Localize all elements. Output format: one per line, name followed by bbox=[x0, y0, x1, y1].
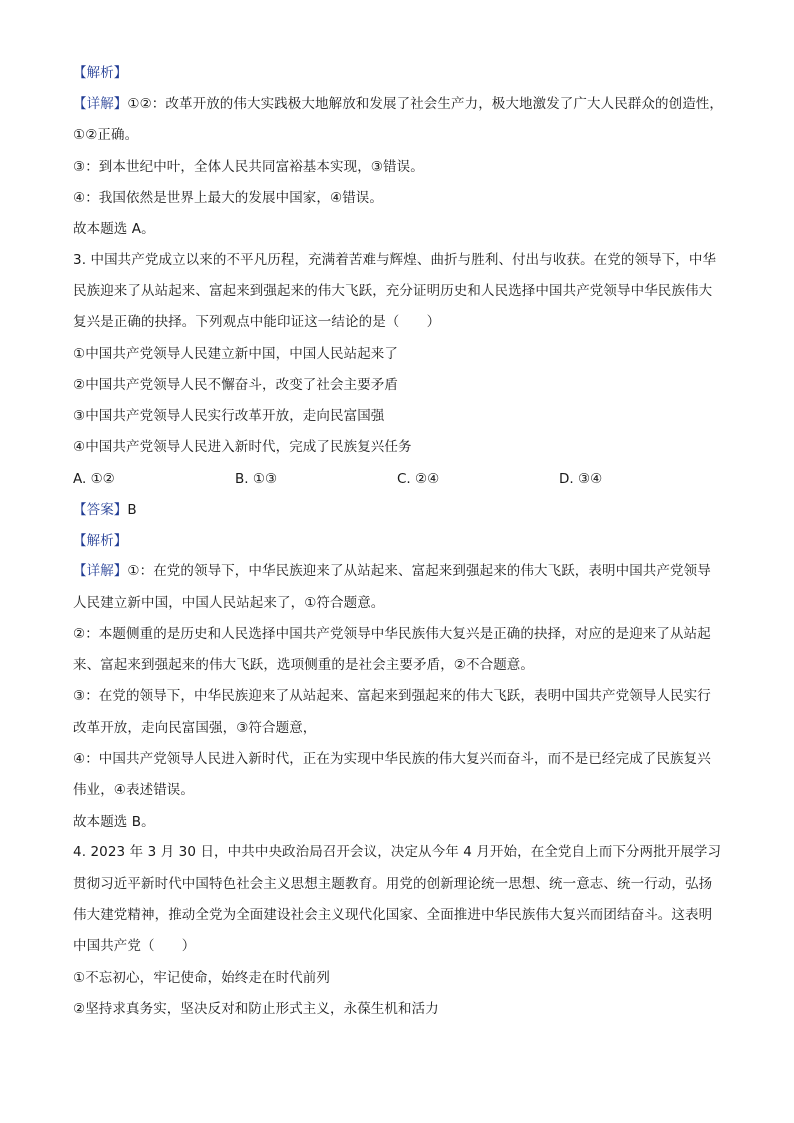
q4-item-2: ②坚持求真务实，坚决反对和防止形式主义，永葆生机和活力 bbox=[73, 1000, 439, 1017]
q4-item-1: ①不忘初心，牢记使命，始终走在时代前列 bbox=[73, 969, 331, 986]
analysis-tag: 【解析】 bbox=[73, 65, 128, 81]
detail-tag: 【详解】 bbox=[73, 95, 128, 112]
q3-options bbox=[73, 469, 724, 489]
analysis-tag: 【解析】 bbox=[73, 532, 128, 549]
q3-conclusion: 故本题选 B。 bbox=[73, 813, 155, 830]
q2-conclusion: 故本题选 A。 bbox=[73, 220, 155, 237]
q3-option-c: C. ②④ bbox=[397, 470, 440, 487]
detail-tag: 【详解】 bbox=[73, 563, 128, 580]
q3-answer-value: B bbox=[127, 501, 137, 518]
q3-detail-3: ③：在党的领导下，中华民族迎来了从站起来、富起来到强起来的伟大飞跃，表明中国共产党领导人民实行改革开放，走向民富国强，③符合题意， bbox=[73, 688, 711, 736]
q3-stem: 3. 中国共产党成立以来的不平凡历程，充满着苦难与辉煌、曲折与胜利、付出与收获。在党的领导下，中华民族迎来了从站起来、富起来到强起来的伟大飞跃，充分证明历史和人民选择中国共产党领导中华民族伟大复兴是正确的抉择。下列观点中能印证这一结论的是（ ） bbox=[73, 251, 717, 330]
q2-detail-1-text: ①②：改革开放的伟大实践极大地解放和发展了社会生产力，极大地激发了广大人民群众的创造性，①②正确。 bbox=[73, 95, 724, 143]
q3-item-2: ②中国共产党领导人民不懈奋斗，改变了社会主要矛盾 bbox=[73, 376, 399, 393]
q3-item-1: ①中国共产党领导人民建立新中国，中国人民站起来了 bbox=[73, 345, 399, 362]
q3-detail-4: ④：中国共产党领导人民进入新时代，正在为实现中华民族的伟大复兴而奋斗，而不是已经完成了民族复兴伟业，④表述错误。 bbox=[73, 750, 711, 798]
q2-detail-1 bbox=[73, 89, 724, 151]
q4-stem: 4. 2023 年 3 月 30 日，中共中央政治局召开会议，决定从今年 4 月开始，在全党自上而下分两批开展学习贯彻习近平新时代中国特色社会主义思想主题教育。用党的创新理论统一思想、统一意志、统一行动，弘扬伟大建党精神，推动全党为全面建设社会主义现代化国家、全面推进中华民族伟大复兴而团结奋斗。这表明中国共产党（ ） bbox=[73, 844, 722, 954]
q2-detail-3: ③：到本世纪中叶，全体人民共同富裕基本实现，③错误。 bbox=[73, 158, 424, 175]
q2-analysis-heading bbox=[73, 63, 724, 83]
q3-detail-1-text: ①：在党的领导下，中华民族迎来了从站起来、富起来到强起来的伟大飞跃，表明中国共产党领导人民建立新中国，中国人民站起来了，①符合题意。 bbox=[73, 563, 711, 611]
q3-option-d: D. ③④ bbox=[559, 470, 603, 487]
q3-answer bbox=[73, 500, 724, 520]
answer-tag: 【答案】 bbox=[73, 501, 128, 518]
q3-option-b: B. ①③ bbox=[235, 470, 278, 487]
q3-detail-2: ②：本题侧重的是历史和人民选择中国共产党领导中华民族伟大复兴是正确的抉择，对应的是迎来了从站起来、富起来到强起来的伟大飞跃，选项侧重的是社会主要矛盾，②不合题意。 bbox=[73, 625, 711, 674]
q3-analysis-heading bbox=[73, 531, 724, 551]
q3-detail-1 bbox=[73, 556, 724, 618]
q3-option-a: A. ①② bbox=[73, 470, 115, 487]
q2-detail-4: ④：我国依然是世界上最大的发展中国家，④错误。 bbox=[73, 189, 384, 206]
q3-item-3: ③中国共产党领导人民实行改革开放，走向民富国强 bbox=[73, 408, 385, 425]
q3-item-4: ④中国共产党领导人民进入新时代，完成了民族复兴任务 bbox=[73, 439, 412, 456]
